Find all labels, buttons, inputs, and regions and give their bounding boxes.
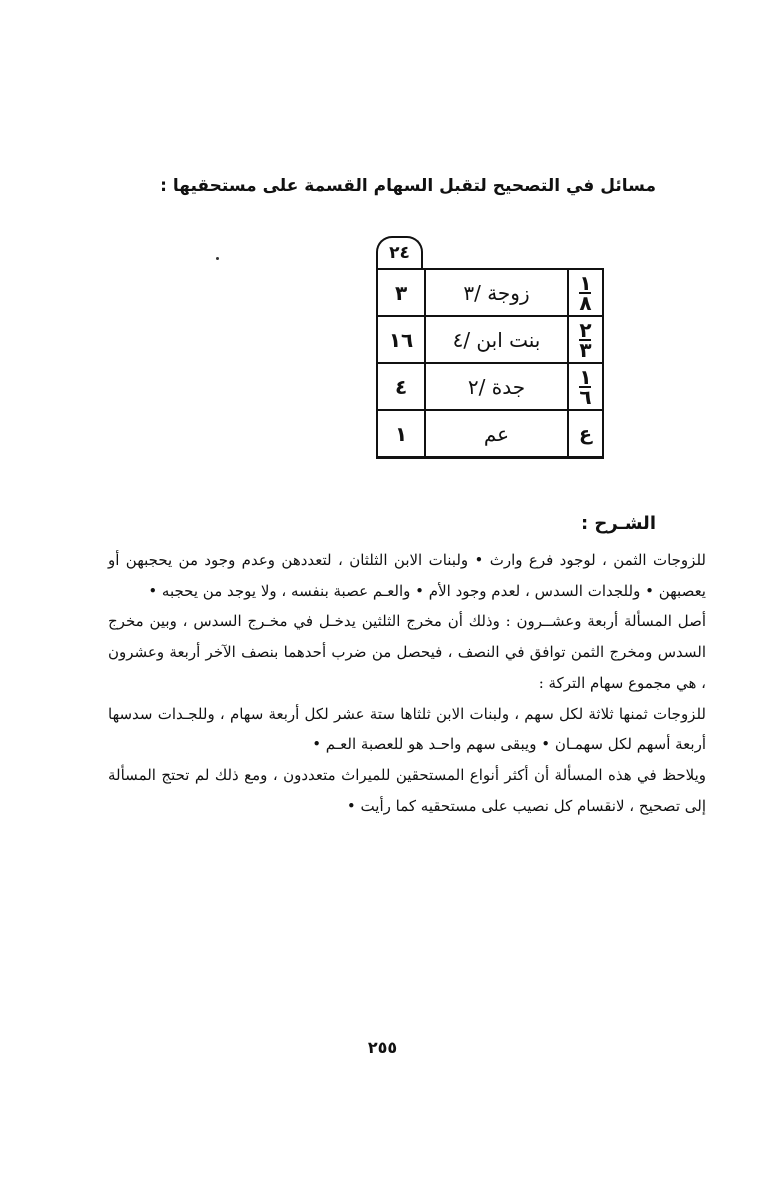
paragraph: للزوجات ثمنها ثلاثة لكل سهم ، ولبنات الابن ثلثاها ستة عشر لكل أربعة سهام ، وللجـدات سدسها أربعة أسهم لكل سهمـان • ويبقى سهم واحـد هو للعصبة العـم • (108, 704, 706, 754)
inheritance-table-wrap (376, 268, 604, 459)
table-row (377, 269, 603, 316)
heir-cell: زوجة /٣ (425, 269, 568, 316)
fraction-numerator: ٢ (579, 317, 592, 342)
fraction-denominator: ٦ (579, 384, 592, 409)
fraction (579, 364, 592, 409)
fraction-cell (568, 410, 603, 458)
fraction-denominator: ٨ (579, 290, 592, 315)
share-cell: ٤ (377, 363, 425, 410)
share-cell: ١٦ (377, 316, 425, 363)
fraction (579, 270, 592, 315)
heir-cell: عم (425, 410, 568, 458)
total-shares-box: ٢٤ (376, 236, 423, 268)
heir-cell: جدة /٢ (425, 363, 568, 410)
table-row (377, 316, 603, 363)
paragraph: للزوجات الثمن ، لوجود فرع وارث • ولبنات الابن الثلثان ، لتعددهن وعدم وجود من يحجبهن أو يعصبهن • وللجدات السدس ، لعدم وجود الأم • والعـم عصبة بنفسه ، ولا يوجد من يحجبه • (108, 551, 706, 600)
fraction-cell (568, 269, 603, 316)
share-cell: ٣ (377, 269, 425, 316)
fraction-numerator: ١ (579, 270, 592, 295)
fraction-cell (568, 363, 603, 410)
inheritance-table (376, 268, 604, 459)
fraction-numerator: ١ (579, 364, 592, 389)
fraction-cell (568, 316, 603, 363)
explanation-body (108, 545, 706, 821)
heir-cell: بنت ابن /٤ (425, 316, 568, 363)
paragraph: ويلاحظ في هذه المسألة أن أكثر أنواع المستحقين للميراث متعددون ، ومع ذلك لم تحتج المسألة إلى تصحيح ، لانقسام كل نصيب على مستحقيه كما رأيت • (108, 765, 706, 815)
fraction-denominator: ٣ (579, 337, 592, 362)
page-number: ٢٥٥ (367, 1038, 398, 1057)
table-row (377, 410, 603, 458)
share-cell: ١ (377, 410, 425, 458)
asaba-mark: ع (578, 423, 592, 445)
section-heading: مسائل في التصحيح لتقبل السهام القسمة على مستحقيها : (160, 176, 656, 196)
stray-dot (216, 257, 219, 260)
fraction (579, 317, 592, 362)
explanation-title: الشـرح : (580, 513, 656, 534)
paragraph: أصل المسألة أربعة وعشــرون : وذلك أن مخرج الثلثين يدخـل في مخـرج السدس ، وبين مخرج السدس ومخرج الثمن توافق في النصف ، فيحصل من ضرب أحدهما بنصف الآخر أربعة وعشرون ، هي مجموع سهام التركة : (108, 612, 706, 692)
table-row (377, 363, 603, 410)
